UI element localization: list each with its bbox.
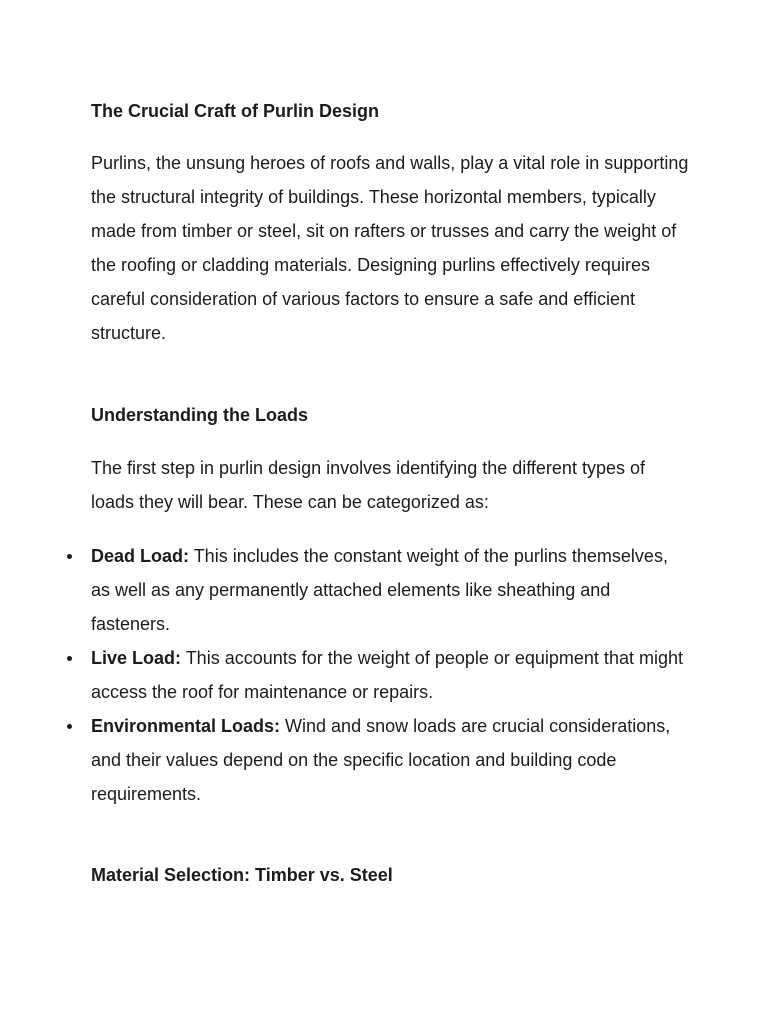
list-item-term: Environmental Loads:: [91, 716, 281, 736]
bullet-icon: [67, 656, 72, 661]
list-item-text: This accounts for the weight of people or equipment that might access the roof for maintenance or repairs.: [91, 648, 683, 702]
list-item-term: Live Load:: [91, 648, 182, 668]
material-section-heading: Material Selection: Timber vs. Steel: [91, 865, 393, 885]
list-item: [91, 641, 691, 709]
loads-section-heading: Understanding the Loads: [91, 405, 309, 425]
list-item-term: Dead Load:: [91, 546, 190, 566]
list-item-text: This includes the constant weight of the purlins themselves, as well as any permanently attached elements like sheathing and fasteners.: [91, 546, 668, 634]
bullet-icon: [67, 554, 72, 559]
list-item: [91, 539, 691, 641]
bullet-icon: [67, 724, 72, 729]
load-types-list: [91, 539, 691, 811]
article-title: The Crucial Craft of Purlin Design: [91, 101, 380, 121]
list-item-text: Wind and snow loads are crucial considerations, and their values depend on the specific location and building code requirements.: [91, 716, 671, 804]
loads-intro-paragraph: The first step in purlin design involves identifying the different types of loads they will bear. These can be categorized as:: [91, 458, 645, 512]
list-item: [91, 709, 691, 811]
intro-paragraph: Purlins, the unsung heroes of roofs and walls, play a vital role in supporting the structural integrity of buildings. These horizontal members, typically made from timber or steel, sit on rafters or trusses and carry the weight of the roofing or cladding materials. Designing purlins effectively requires careful consideration of various factors to ensure a safe and efficient structure.: [91, 153, 689, 343]
